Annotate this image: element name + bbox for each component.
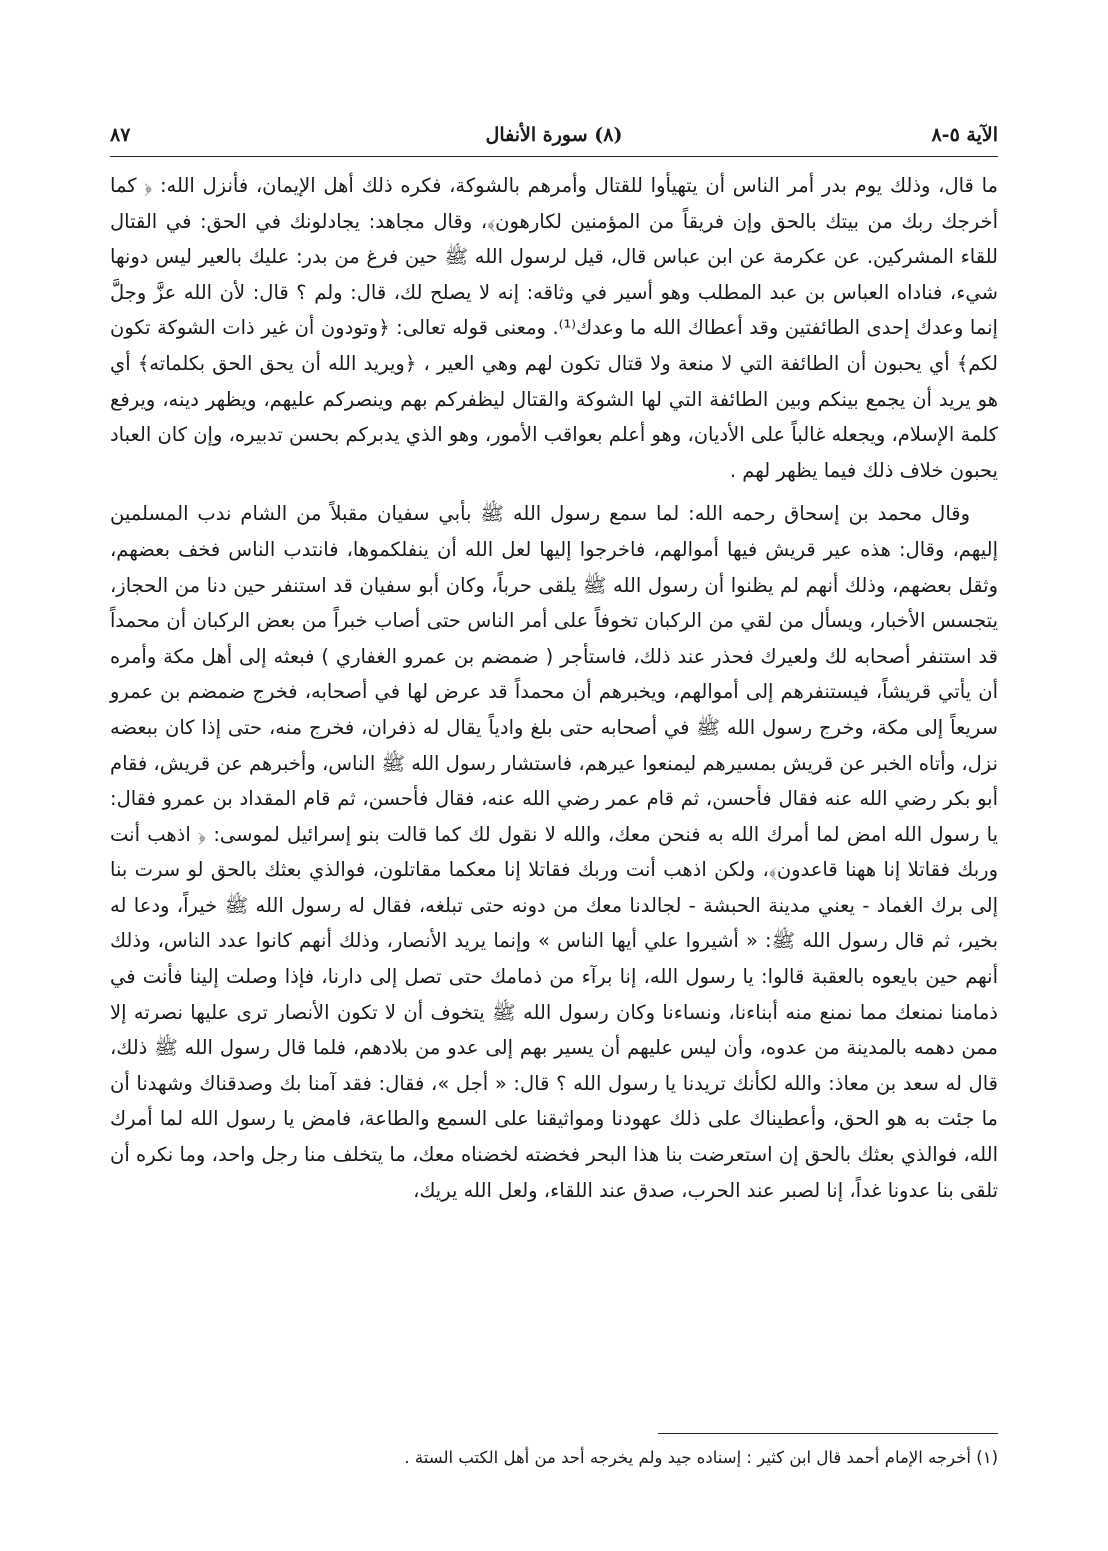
page-number: ٨٧ [110, 124, 131, 146]
footnote: (١) أخرجه الإمام أحمد قال ابن كثير : إسناده جيد ولم يخرجه أحد من أهل الكتب الستة . [404, 1448, 998, 1467]
running-header [110, 118, 998, 154]
paragraph-2: وقال محمد بن إسحاق رحمه الله: لما سمع رسول الله ﷺ بأبي سفيان مقبلاً من الشام ندب المسلمين إليهم، وقال: هذه عير قريش فيها أموالهم، فاخرجوا إليها لعل الله أن ينفلكموها، فانتدب الناس فخف بعضهم، وثقل بعضهم، وذلك أنهم لم يظنوا أن رسول الله ﷺ يلقى حرباً، وكان أبو سفيان قد استنفر حين دنا من الحجاز، يتجسس الأخبار، ويسأل من لقي من الركبان تخوفاً على أمر الناس حتى أصاب خبراً من بعض الركبان أن محمداً قد استنفر أصحابه لك ولعيرك فحذر عند ذلك، فاستأجر ( ضمضم بن عمرو الغفاري ) فبعثه إلى أهل مكة وأمره أن يأتي قريشاً، فيستنفرهم إلى أموالهم، ويخبرهم أن محمداً قد عرض لها في أصحابه، فخرج ضمضم بن عمرو سريعاً إلى مكة، وخرج رسول الله ﷺ في أصحابه حتى بلغ وادياً يقال له ذفران، فخرج منه، حتى إذا كان ببعضه نزل، وأتاه الخبر عن قريش بمسيرهم ليمنعوا عيرهم، فاستشار رسول الله ﷺ الناس، وأخبرهم عن قريش، فقام أبو بكر رضي الله عنه فقال فأحسن، ثم قام عمر رضي الله عنه، فقال فأحسن، ثم قام المقداد بن عمرو فقال: يا رسول الله امض لما أمرك الله به فنحن معك، والله لا نقول لك كما قالت بنو إسرائيل لموسى: ﴿ اذهب أنت وربك فقاتلا إنا ههنا قاعدون﴾، ولكن اذهب أنت وربك فقاتلا إنا معكما مقاتلون، فوالذي بعثك بالحق لو سرت بنا إلى برك الغماد - يعني مدينة الحبشة - لجالدنا معك من دونه حتى تبلغه، فقال له رسول الله ﷺ خيراً، ودعا له بخير، ثم قال رسول الله ﷺ: « أشيروا علي أيها الناس » وإنما يريد الأنصار، وذلك أنهم كانوا عدد الناس، وذلك أنهم حين بايعوه بالعقبة قالوا: يا رسول الله، إنا برآء من ذمامك حتى تصل إلى دارنا، فإذا وصلت إلينا فأنت في ذمامنا نمنعك مما نمنع منه أبناءنا، ونساءنا وكان رسول الله ﷺ يتخوف أن لا تكون الأنصار ترى عليها نصرته إلا ممن دهمه بالمدينة من عدوه، وأن ليس عليهم أن يسير بهم إلى عدو من بلادهم، فلما قال رسول الله ﷺ ذلك، قال له سعد بن معاذ: والله لكأنك تريدنا يا رسول الله ؟ قال: « أجل »، فقال: فقد آمنا بك وصدقناك وشهدنا أن ما جئت به هو الحق، وأعطيناك على ذلك عهودنا ومواثيقنا على السمع والطاعة، فامض يا رسول الله لما أمرك الله، فوالذي بعثك بالحق إن استعرضت بنا هذا البحر فخضته لخضناه معك، ما يتخلف منا رجل واحد، وما نكره أن تلقى بنا عدونا غداً، إنا لصبر عند الحرب، صدق عند اللقاء، ولعل الله يريك، [110, 502, 998, 1202]
footnote-divider [658, 1433, 998, 1434]
surah-title: (٨) سورة الأنفال [485, 124, 623, 146]
verse-range: الآية ٥-٨ [931, 124, 998, 146]
header-divider [110, 156, 998, 157]
paragraph-1: ما قال، وذلك يوم بدر أمر الناس أن يتهيأوا للقتال وأمرهم بالشوكة، فكره ذلك أهل الإيمان، فأنزل الله: ﴿ كما أخرجك ربك من بيتك بالحق وإن فريقاً من المؤمنين لكارهون﴾، وقال مجاهد: يجادلونك في الحق: في القتال للقاء المشركين. عن عكرمة عن ابن عباس قال، قيل لرسول الله ﷺ حين فرغ من بدر: عليك بالعير ليس دونها شيء، فناداه العباس بن عبد المطلب وهو أسير في وثاقه: إنه لا يصلح لك، قال: ولم ؟ قال: لأن الله عزَّ وجلَّ إنما وعدك إحدى الطائفتين وقد أعطاك الله ما وعدك⁽¹⁾. ومعنى قوله تعالى: ﴿وتودون أن غير ذات الشوكة تكون لكم﴾ أي يحبون أن الطائفة التي لا منعة ولا قتال تكون لهم وهي العير ، ﴿ويريد الله أن يحق الحق بكلماته﴾ أي هو يريد أن يجمع بينكم وبين الطائفة التي لها الشوكة والقتال ليظفركم بهم وينصركم عليهم، ويظهر دينه، ويرفع كلمة الإسلام، ويجعله غالباً على الأديان، وهو أعلم بعواقب الأمور، وهو الذي يدبركم بحسن تدبيره، وإن كان العباد يحبون خلاف ذلك فيما يظهر لهم . [110, 174, 998, 482]
main-text [110, 168, 998, 1208]
